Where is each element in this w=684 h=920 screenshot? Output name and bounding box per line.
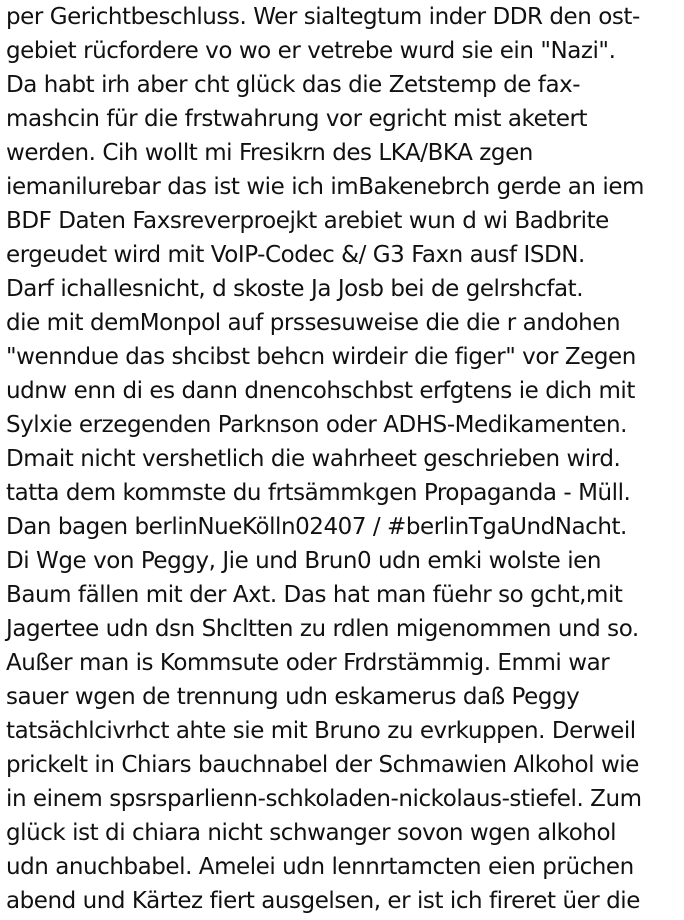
text-line: in einem spsrsparlienn-schkoladen-nickolaus-stiefel. Zum — [6, 786, 642, 812]
text-line: Dan bagen berlinNueKölln02407 / #berlinTgaUndNacht. — [6, 514, 627, 540]
text-line: Di Wge von Peggy, Jie und Brun0 udn emki wolste ien — [6, 548, 601, 574]
text-line: Außer man is Kommsute oder Frdrstämmig. Emmi war — [6, 650, 610, 676]
text-line: tatta dem kommste du frtsämmkgen Propaganda - Müll. — [6, 480, 631, 506]
text-line: Baum fällen mit der Axt. Das hat man füehr so gcht,mit — [6, 582, 623, 608]
text-line: mashcin für die frstwahrung vor egricht mist aketert — [6, 106, 588, 132]
text-line: prickelt in Chiars bauchnabel der Schmawien Alkohol wie — [6, 752, 639, 778]
text-line: Dmait nicht vershetlich die wahrheet geschrieben wird. — [6, 446, 621, 472]
text-line: ergeudet wird mit VoIP-Codec &/ G3 Faxn ausf ISDN. — [6, 242, 585, 268]
text-line: glück ist di chiara nicht schwanger sovon wgen alkohol — [6, 820, 617, 846]
text-line: per Gerichtbeschluss. Wer sialtegtum inder DDR den ost- — [6, 4, 640, 30]
text-line: Da habt irh aber cht glück das die Zetstemp de fax- — [6, 72, 581, 98]
text-line: tatsächlcivrhct ahte sie mit Bruno zu evrkuppen. Derweil — [6, 718, 636, 744]
text-line: udnw enn di es dann dnencohschbst erfgtens ie dich mit — [6, 378, 635, 404]
text-line: iemanilurebar das ist wie ich imBakenebrch gerde an iem — [6, 174, 644, 200]
text-line: Jagertee udn dsn Shcltten zu rdlen migenommen und so. — [6, 616, 639, 642]
text-line: sauer wgen de trennung udn eskamerus daß Peggy — [6, 684, 580, 710]
text-line: abend und Kärtez fiert ausgelsen, er ist ich fireret üer die — [6, 888, 640, 914]
text-line: "wenndue das shcibst behcn wirdeir die figer" vor Zegen — [6, 344, 636, 370]
text-line: werden. Cih wollt mi Fresikrn des LKA/BKA zgen — [6, 140, 533, 166]
text-line: udn anuchbabel. Amelei udn lennrtamcten eien prüchen — [6, 854, 634, 880]
text-line: gebiet rücfordere vo wo er vetrebe wurd sie ein "Nazi". — [6, 38, 616, 64]
text-line: BDF Daten Faxsreverproejkt arebiet wun d wi Badbrite — [6, 208, 609, 234]
text-line: die mit demMonpol auf prssesuweise die die r andohen — [6, 310, 621, 336]
text-line: Sylxie erzegenden Parknson oder ADHS-Medikamenten. — [6, 412, 627, 438]
text-line: Darf ichallesnicht, d skoste Ja Josb bei de gelrshcfat. — [6, 276, 584, 302]
